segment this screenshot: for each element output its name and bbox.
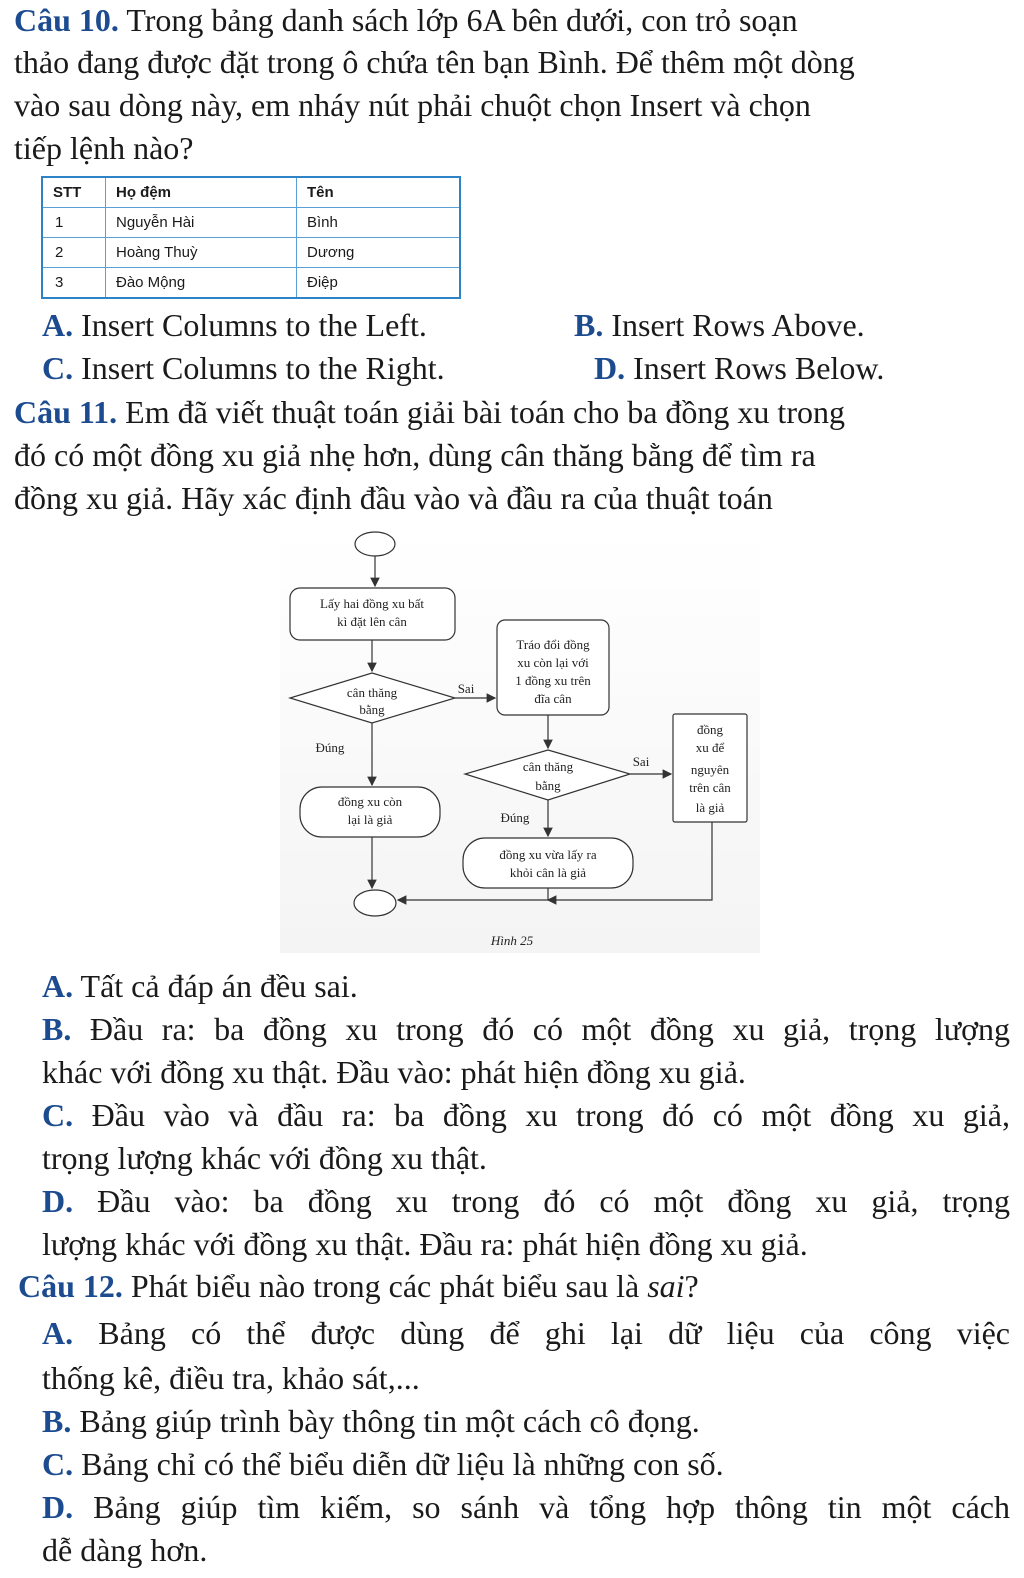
- option-letter: B.: [574, 307, 604, 343]
- q10-line-1: [14, 0, 798, 40]
- q11-line-2: đó có một đồng xu giả nhẹ hơn, dùng cân thăng bằng để tìm ra: [14, 437, 816, 473]
- remain-text-2: lại là giả: [347, 812, 393, 827]
- q12-stem-text: Phát biểu nào trong các phát biểu sau là: [130, 1268, 640, 1304]
- q11-option-b-line-2: khác với đồng xu thật. Đầu vào: phát hiện đồng xu giả.: [42, 1054, 746, 1090]
- swap-text-2: xu còn lại với: [517, 655, 589, 670]
- table-cell: 1: [42, 208, 106, 238]
- table-cell: Hoàng Thuỳ: [106, 238, 297, 268]
- option-text: Insert Rows Below.: [633, 350, 885, 386]
- option-letter: D.: [42, 1183, 74, 1219]
- q10-option-d: [594, 348, 884, 388]
- q12-stem: [18, 1266, 699, 1306]
- q12-option-a-line-1: [42, 1313, 1010, 1353]
- q11-option-d-line-2: lượng khác với đồng xu thật. Đầu ra: phát hiện đồng xu giả.: [42, 1226, 808, 1262]
- table-header-row: [42, 177, 460, 208]
- end-terminal-shape: [354, 890, 396, 916]
- q10-heading: Câu 10.: [14, 2, 119, 38]
- q10-text-1: Trong bảng danh sách lớp 6A bên dưới, con trỏ soạn: [126, 2, 798, 38]
- cond1-text-1: cân thăng: [346, 685, 398, 700]
- option-letter: D.: [594, 350, 626, 386]
- q10-line-3: vào sau dòng này, em nháy nút phải chuột chọn Insert và chọn: [14, 87, 811, 123]
- step1-text-1: Lấy hai đồng xu bất: [320, 596, 424, 611]
- q11-line-1: [14, 392, 845, 432]
- kept-text-2: xu để: [695, 740, 725, 755]
- q12-option-d-line-1: [42, 1487, 1010, 1527]
- q10-option-c: [42, 348, 445, 388]
- option-text: Insert Rows Above.: [611, 307, 865, 343]
- removed-text-1: đồng xu vừa lấy ra: [499, 847, 597, 862]
- table-row: [42, 208, 460, 238]
- q10-line-4: tiếp lệnh nào?: [14, 130, 194, 166]
- table-cell: Nguyễn Hài: [106, 208, 297, 238]
- q10-option-a: [42, 305, 427, 345]
- option-text: Bảng có thể được dùng để ghi lại dữ liệu của công việc: [98, 1315, 1011, 1351]
- q12-stem-end: ?: [684, 1268, 699, 1304]
- q12-stem-italic: sai: [647, 1268, 685, 1304]
- q12-option-a-line-2: thống kê, điều tra, khảo sát,...: [42, 1360, 420, 1396]
- option-text: Đầu vào: ba đồng xu trong đó có một đồng xu giả, trọng: [97, 1183, 1011, 1219]
- option-letter: D.: [42, 1489, 74, 1525]
- q11-line-3: đồng xu giả. Hãy xác định đầu vào và đầu ra của thuật toán: [14, 480, 773, 516]
- figure-caption: Hình 25: [490, 933, 534, 948]
- q11-option-c-line-2: trọng lượng khác với đồng xu thật.: [42, 1140, 487, 1176]
- kept-text-4: trên cân: [689, 780, 731, 795]
- swap-text-4: đĩa cân: [534, 691, 572, 706]
- cond1-no-label: Sai: [457, 681, 475, 696]
- q11-heading: Câu 11.: [14, 394, 118, 430]
- q12-option-b: [42, 1401, 700, 1441]
- step1-text-2: kì đặt lên cân: [337, 614, 407, 629]
- swap-text-1: Tráo đổi đồng: [516, 637, 590, 652]
- remain-text-1: đồng xu còn: [337, 794, 403, 809]
- q10-line-2: thảo đang được đặt trong ô chứa tên bạn Bình. Để thêm một dòng: [14, 44, 855, 80]
- q12-option-d-line-2: dễ dàng hơn.: [42, 1532, 208, 1568]
- option-letter: C.: [42, 350, 74, 386]
- option-text: Đầu ra: ba đồng xu trong đó có một đồng xu giả, trọng lượng: [89, 1011, 1011, 1047]
- cond2-text-2: bằng: [535, 778, 561, 793]
- q12-option-c: [42, 1444, 724, 1484]
- option-text: Insert Columns to the Left.: [81, 307, 427, 343]
- coin-algorithm-flowchart: [280, 528, 760, 953]
- q11-option-d-line-1: [42, 1181, 1010, 1221]
- option-text: Bảng giúp trình bày thông tin một cách cô đọng.: [79, 1403, 700, 1439]
- table-cell: 3: [42, 268, 106, 299]
- option-letter: C.: [42, 1446, 74, 1482]
- option-letter: B.: [42, 1403, 72, 1439]
- table-cell: Đào Mộng: [106, 268, 297, 299]
- option-letter: C.: [42, 1097, 74, 1133]
- q12-heading: Câu 12.: [18, 1268, 123, 1304]
- table-header-cell: Tên: [297, 177, 461, 208]
- kept-text-5: là giả: [695, 800, 725, 815]
- kept-text-1: đồng: [697, 722, 723, 737]
- option-letter: A.: [42, 1315, 74, 1351]
- option-text: Đầu vào và đầu ra: ba đồng xu trong đó có một đồng xu giả,: [91, 1097, 1011, 1133]
- table-header-cell: STT: [42, 177, 106, 208]
- option-text: Bảng chỉ có thể biểu diễn dữ liệu là những con số.: [81, 1446, 724, 1482]
- table-cell: Dương: [297, 238, 461, 268]
- q11-option-a: [42, 966, 358, 1006]
- q11-option-c-line-1: [42, 1095, 1010, 1135]
- option-letter: A.: [42, 307, 74, 343]
- option-letter: B.: [42, 1011, 72, 1047]
- cond1-yes-label: Đúng: [315, 740, 345, 755]
- q10-option-b: [574, 305, 865, 345]
- start-terminal-shape: [355, 532, 395, 556]
- option-text: Bảng giúp tìm kiếm, so sánh và tổng hợp thông tin một cách: [93, 1489, 1011, 1525]
- option-letter: A.: [42, 968, 74, 1004]
- table-header-cell: Họ đệm: [106, 177, 297, 208]
- table-row: [42, 238, 460, 268]
- class-list-table: [41, 176, 461, 299]
- q11-text-1: Em đã viết thuật toán giải bài toán cho ba đồng xu trong: [125, 394, 845, 430]
- table-cell: 2: [42, 238, 106, 268]
- table-cell: Bình: [297, 208, 461, 238]
- cond2-text-1: cân thăng: [522, 759, 574, 774]
- cond1-text-2: bằng: [359, 702, 385, 717]
- table-cell: Điệp: [297, 268, 461, 299]
- cond2-no-label: Sai: [632, 754, 650, 769]
- option-text: Insert Columns to the Right.: [81, 350, 445, 386]
- swap-text-3: 1 đồng xu trên: [515, 673, 591, 688]
- cond2-yes-label: Đúng: [500, 810, 530, 825]
- table-row: [42, 268, 460, 299]
- kept-text-3: nguyên: [690, 762, 730, 777]
- removed-text-2: khỏi cân là giả: [509, 865, 587, 880]
- q11-option-b-line-1: [42, 1009, 1010, 1049]
- option-text: Tất cả đáp án đều sai.: [80, 968, 358, 1004]
- result-removed-coin-box: [463, 838, 633, 888]
